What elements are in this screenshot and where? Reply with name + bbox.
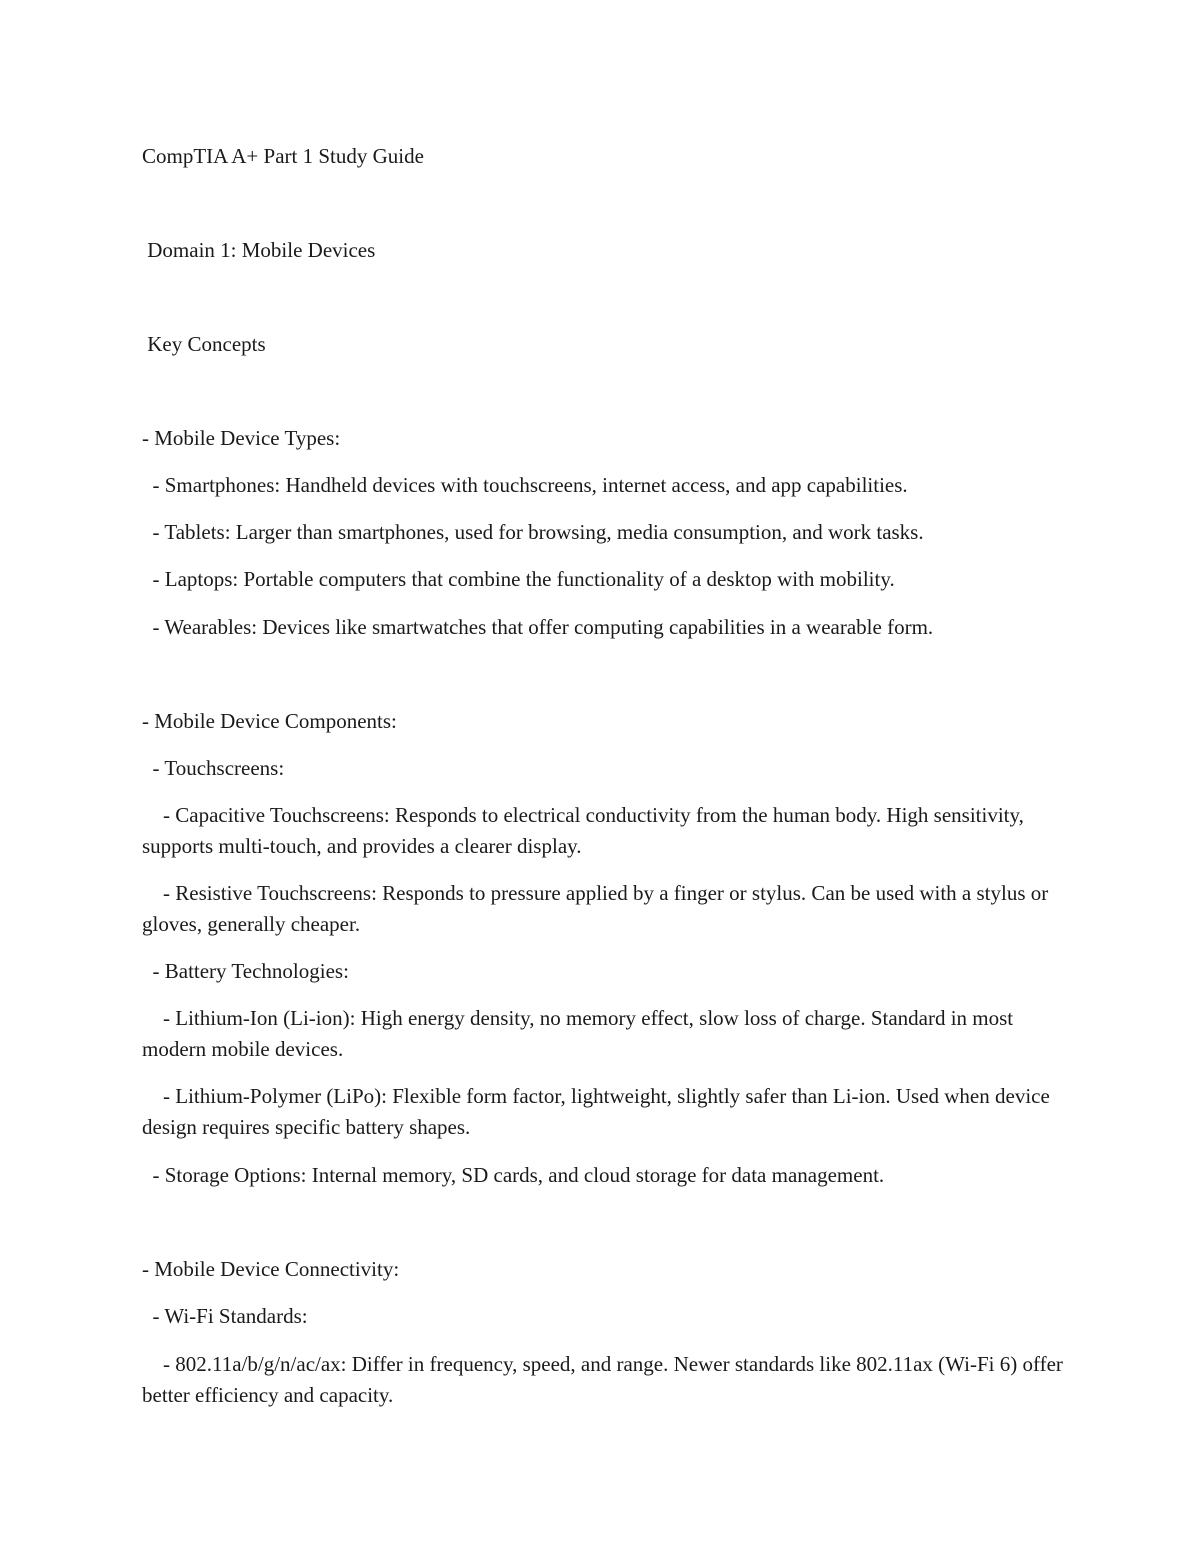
list-item-li-ion: - Lithium-Ion (Li-ion): High energy density, no memory effect, slow loss of charge. Standard in most modern mobile devices.	[142, 1006, 1019, 1061]
list-item-smartphones: - Smartphones: Handheld devices with touchscreens, internet access, and app capabilities.	[142, 473, 908, 497]
list-item-battery: - Battery Technologies:	[142, 959, 349, 983]
list-item-lipo: - Lithium-Polymer (LiPo): Flexible form factor, lightweight, slightly safer than Li-ion. Used when device design requires specific battery shapes.	[142, 1084, 1056, 1139]
types-heading: - Mobile Device Types:	[142, 426, 341, 450]
list-item-wifi-detail: - 802.11a/b/g/n/ac/ax: Differ in frequency, speed, and range. Newer standards like 802.11ax (Wi-Fi 6) offer better efficiency and capacity.	[142, 1352, 1069, 1407]
list-item-capacitive: - Capacitive Touchscreens: Responds to electrical conductivity from the human body. High sensitivity, supports multi-touch, and provides a clearer display.	[142, 803, 1030, 858]
domain-heading: Domain 1: Mobile Devices	[142, 238, 376, 262]
key-concepts-heading: Key Concepts	[142, 332, 266, 356]
list-item-wearables: - Wearables: Devices like smartwatches that offer computing capabilities in a wearable form.	[142, 615, 934, 639]
list-item-wifi: - Wi-Fi Standards:	[142, 1304, 308, 1328]
connectivity-heading: - Mobile Device Connectivity:	[142, 1257, 400, 1281]
list-item-laptops: - Laptops: Portable computers that combine the functionality of a desktop with mobility.	[142, 567, 895, 591]
list-item-tablets: - Tablets: Larger than smartphones, used for browsing, media consumption, and work tasks.	[142, 520, 924, 544]
list-item-resistive: - Resistive Touchscreens: Responds to pressure applied by a finger or stylus. Can be used with a stylus or gloves, generally cheaper.	[142, 881, 1054, 936]
components-heading: - Mobile Device Components:	[142, 709, 397, 733]
list-item-storage: - Storage Options: Internal memory, SD cards, and cloud storage for data management.	[142, 1163, 885, 1187]
document-title: CompTIA A+ Part 1 Study Guide	[142, 144, 424, 168]
list-item-touchscreens: - Touchscreens:	[142, 756, 285, 780]
